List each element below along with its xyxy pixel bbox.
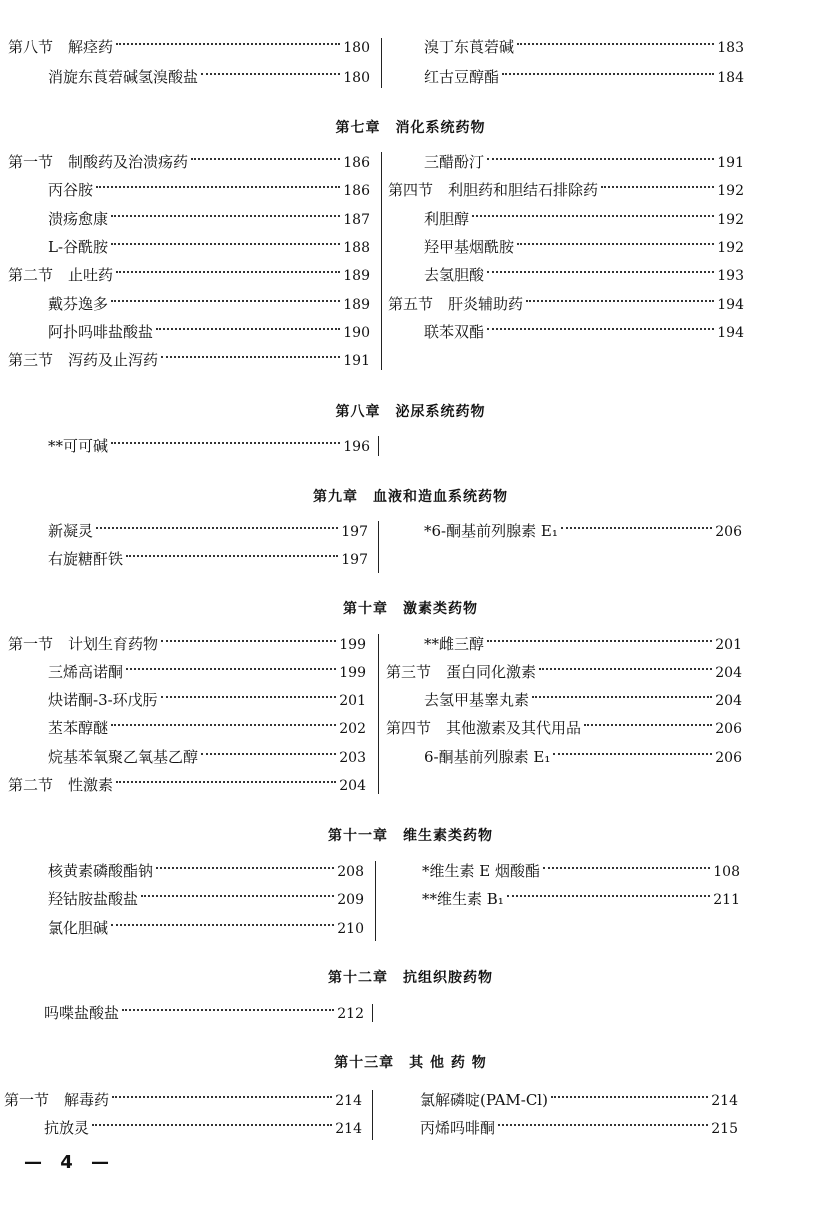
toc-entry [8,264,370,286]
toc-entry [48,689,366,711]
entry-title: 第四节 利胆药和胆结石排除药 [388,181,599,199]
entry-page: 183 [717,40,744,56]
entry-page: 202 [339,721,366,737]
toc-entry [48,548,368,570]
entry-page: 189 [343,297,370,313]
entry-page: 209 [337,892,364,908]
leader-dots [498,1123,708,1126]
leader-dots [111,923,334,926]
entry-page: 199 [339,665,366,681]
toc-entry [48,717,366,739]
toc-entry [4,1089,362,1111]
entry-page: 210 [337,921,364,937]
page-number: — 4 — [24,1152,116,1173]
entry-title: 联苯双酯 [424,323,485,341]
chapter-heading: 第十一章 维生素类药物 [328,828,493,844]
leader-dots [111,242,340,245]
entry-page: 197 [341,524,368,540]
entry-page: 186 [343,183,370,199]
entry-page: 214 [711,1093,738,1109]
toc-entry [48,435,370,457]
leader-dots [126,554,338,557]
toc-entry [424,208,744,230]
leader-dots [487,270,714,273]
entry-title: 烷基苯氧聚乙氧基乙醇 [48,748,199,766]
leader-dots [601,185,714,188]
entry-page: 184 [717,70,744,86]
toc-entry [44,1117,362,1139]
entry-page: 180 [343,70,370,86]
entry-title: 消旋东莨菪碱氢溴酸盐 [48,68,199,86]
entry-page: 192 [717,183,744,199]
chapter-heading: 第九章 血液和造血系统药物 [313,489,508,505]
entry-page: 204 [339,778,366,794]
toc-entry [8,36,370,58]
leader-dots [156,327,340,330]
leader-dots [116,780,336,783]
toc-entry [424,633,742,655]
entry-page: 180 [343,40,370,56]
toc-entry [8,349,370,371]
leader-dots [112,1095,332,1098]
entry-page: 214 [335,1093,362,1109]
entry-title: 右旋糖酐铁 [48,550,124,568]
leader-dots [111,299,340,302]
leader-dots [161,639,336,642]
leader-dots [553,752,712,755]
leader-dots [487,639,712,642]
leader-dots [116,270,340,273]
leader-dots [111,441,340,444]
leader-dots [526,299,714,302]
toc-entry [388,179,744,201]
leader-dots [161,695,337,698]
leader-dots [161,355,340,358]
entry-page: 193 [717,268,744,284]
entry-title: 第一节 制酸药及治溃疡药 [8,153,189,171]
chapter-heading: 第七章 消化系统药物 [335,120,486,136]
entry-page: 192 [717,240,744,256]
leader-dots [141,894,334,897]
toc-entry [48,321,370,343]
entry-title: 羟甲基烟酰胺 [424,238,515,256]
entry-title: **可可碱 [48,437,109,455]
chapter-heading: 第十二章 抗组织胺药物 [328,970,493,986]
leader-dots [92,1123,332,1126]
toc-entry [388,293,744,315]
column-divider [381,38,382,88]
leader-dots [584,723,712,726]
leader-dots [539,667,712,670]
toc-entry [48,236,370,258]
toc-entry [8,633,366,655]
toc-entry [8,151,370,173]
leader-dots [502,72,714,75]
toc-entry [424,520,742,542]
entry-title: 氯解磷啶(PAM-Cl) [420,1091,548,1109]
toc-entry [48,888,364,910]
entry-title: 三醋酚汀 [424,153,485,171]
leader-dots [517,42,714,45]
toc-entry [386,717,742,739]
leader-dots [517,242,714,245]
entry-title: 第一节 解毒药 [4,1091,110,1109]
entry-page: 191 [343,353,370,369]
entry-page: 194 [717,297,744,313]
entry-page: 192 [717,212,744,228]
entry-title: **雌三醇 [424,635,485,653]
leader-dots [472,214,714,217]
entry-page: 108 [713,864,740,880]
entry-title: 核黄素磷酸酯钠 [48,862,154,880]
entry-title: 丙烯吗啡酮 [420,1119,496,1137]
toc-entry [48,661,366,683]
chapter-heading: 第八章 泌尿系统药物 [335,404,486,420]
leader-dots [156,866,334,869]
entry-title: 第三节 蛋白同化激素 [386,663,537,681]
entry-title: 第一节 计划生育药物 [8,635,159,653]
entry-page: 215 [711,1121,738,1137]
entry-page: 208 [337,864,364,880]
toc-entry [48,860,364,882]
toc-entry [424,36,744,58]
entry-title: 氯化胆碱 [48,919,109,937]
leader-dots [201,752,336,755]
entry-page: 196 [343,439,370,455]
toc-entry [424,321,744,343]
leader-dots [551,1095,708,1098]
entry-title: 炔诺酮-3-环戊肟 [48,691,158,709]
column-divider [375,861,376,941]
entry-title: 吗喋盐酸盐 [44,1004,120,1022]
entry-page: 191 [717,155,744,171]
chapter-heading: 第十三章 其 他 药 物 [334,1055,487,1071]
entry-title: 第三节 泻药及止泻药 [8,351,159,369]
entry-title: 红古豆醇酯 [424,68,500,86]
entry-title: 利胆醇 [424,210,470,228]
entry-title: 第二节 止吐药 [8,266,114,284]
toc-entry [420,1117,738,1139]
entry-page: 211 [713,892,740,908]
entry-page: 206 [715,721,742,737]
leader-dots [116,42,340,45]
leader-dots [111,214,340,217]
entry-page: 197 [341,552,368,568]
entry-title: 溃疡愈康 [48,210,109,228]
entry-title: 去氢胆酸 [424,266,485,284]
leader-dots [96,526,338,529]
column-divider [381,152,382,370]
toc-entry [424,264,744,286]
leader-dots [191,157,340,160]
toc-entry [424,746,742,768]
leader-dots [532,695,712,698]
entry-title: 第五节 肝炎辅助药 [388,295,524,313]
entry-title: 新凝灵 [48,522,94,540]
toc-entry [424,236,744,258]
entry-title: 溴丁东莨菪碱 [424,38,515,56]
entry-page: 203 [339,750,366,766]
entry-page: 212 [337,1006,364,1022]
entry-title: 第八节 解痉药 [8,38,114,56]
entry-page: 206 [715,524,742,540]
entry-page: 201 [715,637,742,653]
entry-title: 丙谷胺 [48,181,94,199]
toc-entry [422,860,740,882]
entry-page: 201 [339,693,366,709]
column-divider [378,436,379,456]
entry-page: 214 [335,1121,362,1137]
entry-title: 6-酮基前列腺素 E₁ [424,748,551,766]
leader-dots [487,327,714,330]
toc-entry [48,746,366,768]
toc-entry [424,66,744,88]
entry-title: 第四节 其他激素及其代用品 [386,719,582,737]
entry-title: 阿扑吗啡盐酸盐 [48,323,154,341]
chapter-heading: 第十章 激素类药物 [343,601,478,617]
entry-page: 194 [717,325,744,341]
toc-entry [48,208,370,230]
toc-entry [422,888,740,910]
leader-dots [487,157,714,160]
toc-entry [48,520,368,542]
entry-page: 204 [715,665,742,681]
leader-dots [126,667,336,670]
entry-page: 206 [715,750,742,766]
entry-title: *维生素 E 烟酸酯 [422,862,540,880]
toc-entry [386,661,742,683]
leader-dots [96,185,340,188]
entry-page: 190 [343,325,370,341]
leader-dots [507,894,710,897]
entry-page: 186 [343,155,370,171]
entry-page: 204 [715,693,742,709]
entry-title: 第二节 性激素 [8,776,114,794]
entry-title: 三烯高诺酮 [48,663,124,681]
entry-title: 戴芬逸多 [48,295,109,313]
entry-title: L-谷酰胺 [48,238,109,256]
column-divider [378,634,379,794]
entry-title: 苤苯醇醚 [48,719,109,737]
toc-entry [48,917,364,939]
column-divider [372,1090,373,1140]
entry-page: 189 [343,268,370,284]
entry-title: 羟钴胺盐酸盐 [48,890,139,908]
entry-page: 187 [343,212,370,228]
toc-entry [48,66,370,88]
column-divider [372,1004,373,1022]
toc-entry [48,293,370,315]
toc-entry [424,689,742,711]
toc-entry [8,774,366,796]
leader-dots [201,72,340,75]
leader-dots [111,723,336,726]
leader-dots [561,526,712,529]
leader-dots [543,866,710,869]
entry-title: 去氢甲基睾丸素 [424,691,530,709]
toc-entry [424,151,744,173]
toc-entry [48,179,370,201]
entry-title: **维生素 B₁ [422,890,504,908]
column-divider [378,521,379,573]
toc-entry [420,1089,738,1111]
entry-title: *6-酮基前列腺素 E₁ [424,522,558,540]
leader-dots [122,1008,334,1011]
entry-title: 抗放灵 [44,1119,90,1137]
entry-page: 199 [339,637,366,653]
entry-page: 188 [343,240,370,256]
toc-entry [44,1002,364,1024]
